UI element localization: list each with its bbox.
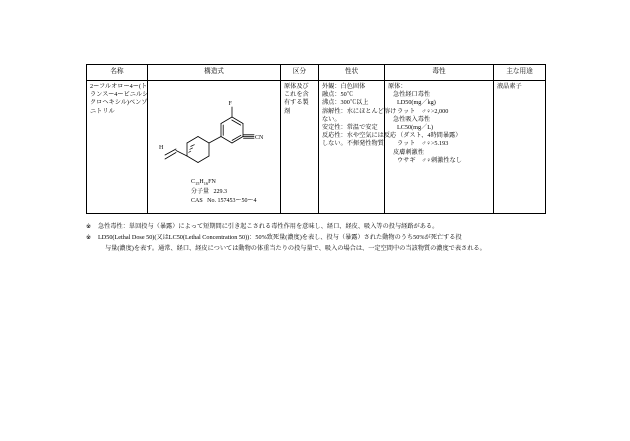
molecular-weight-line	[191, 188, 257, 197]
table-row	[87, 81, 546, 214]
molecular-weight-label: 分子量	[191, 189, 210, 195]
name-line-1: 2ーフルオロー4ー(ト	[90, 83, 148, 90]
acute-inhalation-unit: LC50(mg／L)	[397, 123, 434, 131]
cell-classification	[281, 81, 319, 214]
acute-inhalation-title: 急性吸入毒性	[393, 115, 431, 123]
property-melting-point: 融点：50℃	[322, 91, 353, 99]
footnote-2-continuation: 与量(濃度)を表す。通常、経口、経皮については動物の体重当たりの投与量で、吸入の場合は、一定空間中の当該物質の濃度で表される。	[105, 244, 486, 252]
footnote-1-mark: ※	[86, 223, 92, 230]
property-solubility: 溶解性：水にほとんど溶け	[322, 107, 397, 115]
name-line-3: クロヘキシル)ベンゾ	[90, 99, 148, 107]
classification-line-3: 有する製	[284, 99, 309, 107]
cell-structure	[148, 81, 281, 214]
footnote-1	[86, 222, 552, 232]
property-boiling-point: 沸点：300℃以上	[322, 99, 369, 107]
label-nitrile: CN	[255, 135, 264, 141]
property-solubility-cont: ない。	[322, 115, 341, 123]
header-toxicity: 毒性	[385, 65, 494, 81]
cas-label: CAS	[191, 198, 203, 204]
substance-info-table	[86, 64, 546, 214]
classification-line-2: これを含	[284, 91, 309, 99]
footnote-2	[86, 233, 552, 243]
cell-use: 液晶素子	[494, 81, 546, 214]
footnote-1-text: 急性毒性：単回投与（暴露）によって短期間に引き起こされる毒性作用を意味し、経口、経皮、吸入等の投与経路がある。	[98, 223, 439, 230]
acute-oral-value: ラット ♂♀>2,000	[397, 107, 449, 115]
acute-oral-title: 急性経口毒性	[393, 91, 431, 99]
header-classification: 区分	[281, 65, 319, 81]
classification-line-1: 原体及び	[284, 83, 309, 90]
skin-irritation-title: 皮膚刺激性	[393, 148, 424, 156]
header-name: 名称	[87, 65, 148, 81]
table-header-row	[87, 65, 546, 81]
name-line-4: ニトリル	[90, 107, 115, 115]
property-reactivity: 反応性：水や空気には反応	[322, 132, 397, 140]
label-hydrogen: H	[159, 145, 164, 151]
label-fluorine: F	[228, 101, 232, 107]
footnotes	[86, 222, 552, 254]
footnote-2-mark: ※	[86, 233, 92, 241]
footnote-2-text: LD50(Lethal Dose 50)(又はLC50(Lethal Concentration 50))：50%致死量(濃度)を表し、投与（暴露）された動物のうち50%が死亡する投	[98, 233, 462, 241]
structure-formula-block	[191, 178, 257, 206]
acute-inhalation-value: ラット ♂♀>5.193	[397, 140, 449, 148]
header-use: 主な用途	[494, 65, 546, 81]
toxicity-title: 原体：	[388, 83, 407, 90]
skin-irritation-value: ウサギ ♂♀刺激性なし	[397, 156, 462, 164]
cas-line	[191, 197, 257, 206]
classification-line-4: 剤	[284, 107, 291, 115]
header-structure: 構造式	[148, 65, 281, 81]
property-reactivity-cont: しない。不揮発性物質	[322, 140, 384, 148]
cell-toxicity	[385, 81, 494, 214]
acute-inhalation-note: （ダスト、4時間暴露）	[397, 132, 462, 140]
acute-oral-unit: LD50(mg／kg)	[397, 99, 436, 107]
name-line-2: ランスー4ービニルシ	[90, 91, 149, 99]
cell-properties	[319, 81, 397, 214]
chemical-structure-diagram	[159, 89, 281, 175]
property-stability: 安定性：常温で安定	[322, 123, 378, 131]
cell-name	[87, 81, 148, 214]
molecular-formula: $C_{15}H_{16}FN$	[191, 179, 216, 187]
cas-number: No. 157453ー50ー4	[207, 198, 257, 204]
molecular-weight-value: 229.3	[213, 189, 228, 195]
property-appearance: 外観：白色固体	[322, 83, 366, 90]
header-properties: 性状	[319, 65, 385, 81]
